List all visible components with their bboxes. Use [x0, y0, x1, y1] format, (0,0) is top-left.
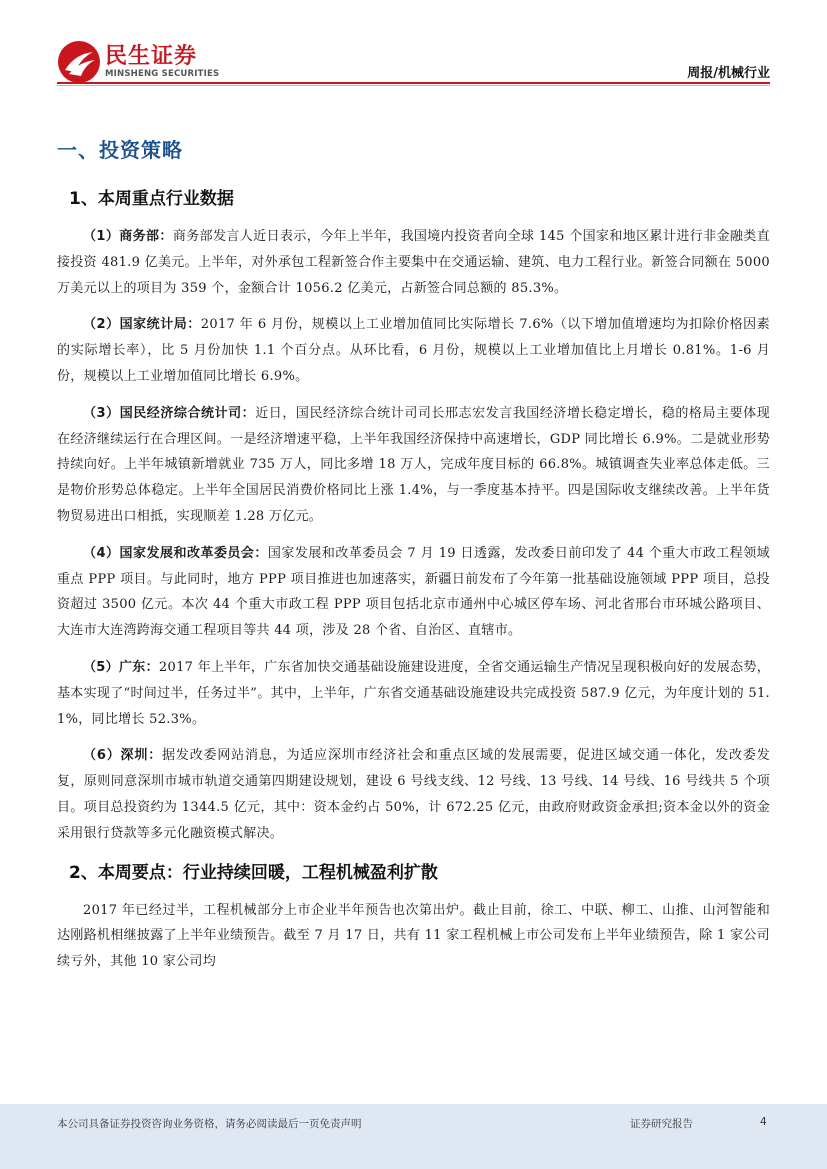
paragraph-guangdong [57, 655, 770, 732]
paragraph-text: 商务部发言人近日表示，今年上半年，我国境内投资者向全球 145 个国家和地区累计进行非金融类直接投资 481.9 亿美元。上半年，对外承包工程新签合作主要集中在交通运输、建筑、电力工程行业。新签合同额在 5000 万美元以上的项目为 359 个，金额合计 1056.2 亿美元，占新签合同总额的 85.3%。 [57, 229, 770, 296]
page-number: 4 [760, 1116, 767, 1128]
paragraph-lead: （2）国家统计局： [83, 317, 201, 333]
logo-english-name: MINSHENG SECURITIES [105, 68, 220, 79]
subsection-title-1: 1、本周重点行业数据 [69, 189, 234, 209]
footer-disclaimer: 本公司具备证券投资咨询业务资格，请务必阅读最后一页免责声明 [57, 1118, 362, 1130]
header-divider [57, 82, 770, 84]
paragraph-statistics-bureau [57, 312, 770, 389]
page-footer [0, 1104, 827, 1169]
paragraph-lead: （1）商务部： [83, 229, 173, 244]
paragraph-lead: （3）国民经济综合统计司： [83, 405, 256, 421]
section-title: 一、投资策略 [57, 138, 183, 162]
page-header [0, 0, 827, 90]
paragraph-ndrc [57, 541, 770, 644]
paragraph-text: 2017 年 6 月份，规模以上工业增加值同比实际增长 7.6%（以下增加值增速均为扣除价格因素的实际增长率），比 5 月份加快 1.1 个百分点。从环比看，6 月份，规模以上工业增加值比上月增长 0.81%。1-6 月份，规模以上工业增加值同比增长 6.9%。 [57, 317, 770, 384]
logo-chinese-name: 民生证券 [105, 43, 198, 69]
paragraph-commerce [57, 224, 770, 301]
paragraph-text: 国家发展和改革委员会 7 月 19 日透露，发改委日前印发了 44 个重大市政工程领域重点 PPP 项目。与此同时，地方 PPP 项目推进也加速落实，新疆日前发布了今年第一批基础设施领域 PPP 项目，总投资超过 3500 亿元。本次 44 个重大市政工程 PPP 项目包括北京市通州中心城区停车场、河北省邢台市环城公路项目、大连市大连湾跨海交通工程项目等共 44 项，涉及 28 个省、自治区、直辖市。 [57, 545, 770, 639]
paragraph-text: 2017 年上半年，广东省加快交通基础设施建设进度，全省交通运输生产情况呈现积极向好的发展态势，基本实现了“时间过半，任务过半”。其中，上半年，广东省交通基础设施建设共完成投资 587.9 亿元，为年度计划的 51.1%，同比增长 52.3%。 [57, 659, 770, 727]
company-logo [57, 40, 219, 84]
paragraph-highlights: 2017 年已经过半，工程机械部分上市企业半年预告也次第出炉。截止目前，徐工、中联、柳工、山推、山河智能和达刚路机相继披露了上半年业绩预告。截至 7 月 17 日，共有 11 家工程机械上市公司发布上半年业绩预告，除 1 家公司续亏外，其他 10 家公司均 [57, 902, 770, 970]
paragraph-lead: （6）深圳： [83, 748, 163, 764]
main-content [57, 134, 770, 986]
header-divider-thin [57, 85, 770, 86]
paragraph-text: 近日，国民经济综合统计司司长邢志宏发言我国经济增长稳定增长，稳的格局主要体现在经济继续运行在合理区间。一是经济增速平稳，上半年我国经济保持中高速增长，GDP 同比增长 6.9%。二是就业形势持续向好。上半年城镇新增就业 735 万人，同比多增 18 万人，完成年度目标的 66.8%。城镇调查失业率总体走低。三是物价形势总体稳定。上半年全国居民消费价格同比上涨 1.4%，与一季度基本持平。四是国际收支继续改善。上半年货物贸易进出口相抵，实现顺差 1.28 万亿元。 [57, 405, 770, 524]
paragraph-economy-dept [57, 401, 770, 530]
minsheng-logo-icon [57, 40, 101, 84]
subsection-title-2: 2、本周要点：行业持续回暖，工程机械盈利扩散 [69, 862, 438, 883]
paragraph-text: 据发改委网站消息，为适应深圳市经济社会和重点区域的发展需要，促进区域交通一体化，发改委发复，原则同意深圳市城市轨道交通第四期建设规划，建设 6 号线支线、12 号线、13 号线、14 号线、16 号线共 5 个项目。项目总投资约为 1344.5 亿元，其中：资本金约占 50%，计 672.25 亿元，由政府财政资金承担;资本金以外的资金采用银行贷款等多元化融资模式解决。 [57, 748, 770, 841]
paragraph-lead: （5）广东： [83, 659, 159, 675]
footer-report-label: 证券研究报告 [630, 1118, 693, 1130]
paragraph-shenzhen [57, 743, 770, 846]
report-type-label: 周报/机械行业 [687, 66, 770, 81]
paragraph-lead: （4）国家发展和改革委员会： [83, 545, 268, 561]
